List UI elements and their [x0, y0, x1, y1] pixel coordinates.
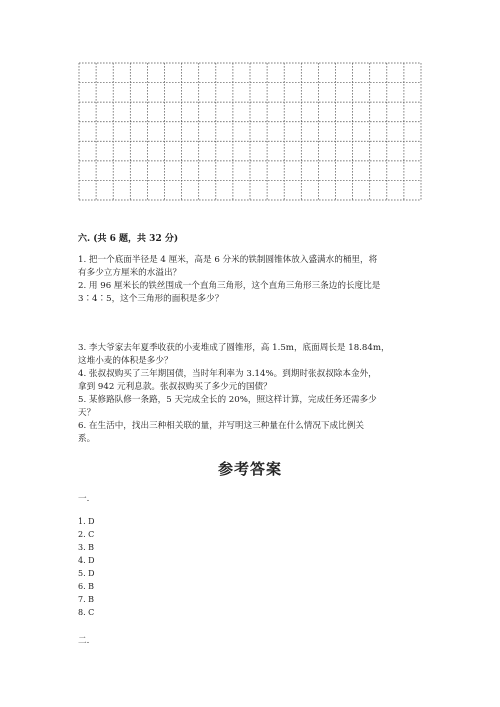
grid-paper: [78, 62, 422, 201]
question-2-line-1: 2. 用 96 厘米长的铁丝围成一个直角三角形，这个直角三角形三条边的长度比是: [78, 281, 381, 291]
question-3-line-1: 3. 李大爷家去年夏季收获的小麦堆成了圆锥形，高 1.5m，底面周长是 18.84m，: [78, 343, 390, 353]
grid-paper-svg: [78, 62, 422, 201]
question-5-line-2: 天？: [78, 408, 96, 418]
answer-item: 6. B: [78, 582, 95, 591]
question-4-line-2: 拿到 942 元利息款。张叔叔购买了多少元的国债？: [78, 382, 272, 392]
answer-item: 2. C: [78, 530, 95, 539]
answer-key-heading: 参考答案: [217, 460, 282, 478]
question-4-line-1: 4. 张叔叔购买了三年期国债，当时年利率为 3.14%。到期时张叔叔除本金外，: [78, 369, 377, 379]
question-1-line-2: 有多少立方厘米的水溢出？: [78, 268, 182, 278]
question-6-line-2: 系。: [78, 434, 96, 444]
question-6-line-1: 6. 在生活中，找出三种相关联的量，并写明这三种量在什么情况下成比例关: [78, 421, 364, 431]
question-1-line-1: 1. 把一个底面半径是 4 厘米，高是 6 分米的铁制圆锥体放入盛满水的桶里，将: [78, 255, 378, 265]
answer-item: 1. D: [78, 517, 95, 526]
answer-part-one-label: 一.: [78, 494, 90, 504]
answer-item: 4. D: [78, 556, 95, 565]
question-2-line-2: 3∶4∶5，这个三角形的面积是多少？: [78, 294, 224, 304]
answer-item: 5. D: [78, 569, 95, 578]
section-six-title: 六. (共 6 题，共 32 分): [78, 234, 179, 244]
answer-item: 3. B: [78, 543, 95, 552]
answer-item: 8. C: [78, 608, 95, 617]
answer-part-two-label: 二.: [78, 636, 90, 646]
question-5-line-1: 5. 某修路队修一条路，5 天完成全长的 20%，照这样计算，完成任务还需多少: [78, 395, 377, 405]
answer-item: 7. B: [78, 595, 95, 604]
question-3-line-2: 这堆小麦的体积是多少？: [78, 356, 173, 366]
